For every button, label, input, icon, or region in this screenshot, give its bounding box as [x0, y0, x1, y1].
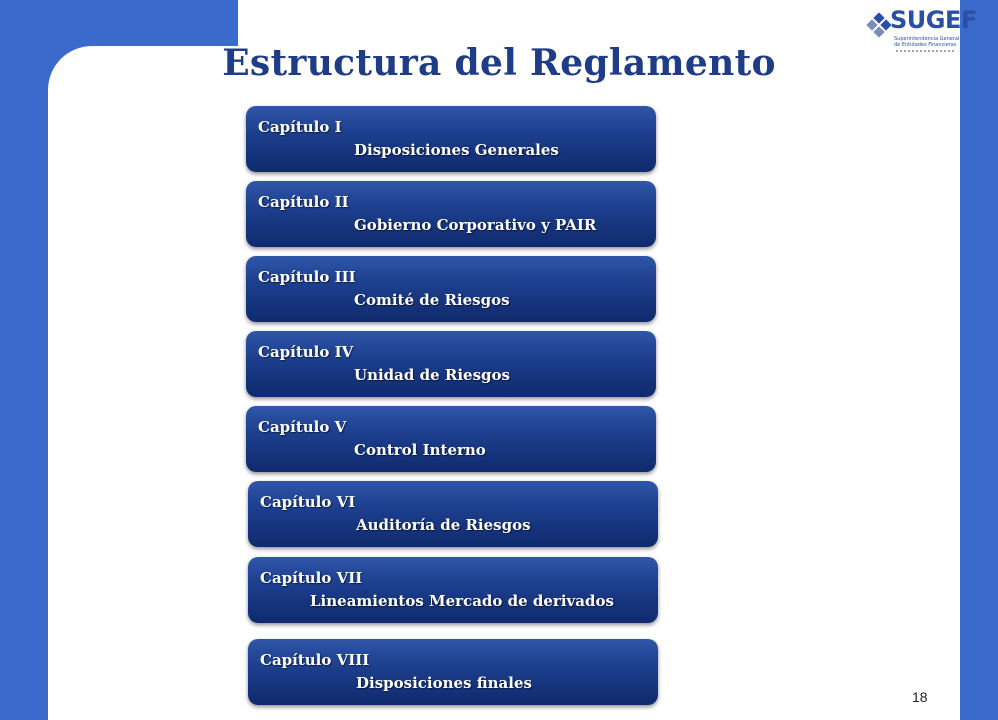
logo-subtitle-line2: de Entidades Financieras — [894, 42, 957, 48]
chapter-number: Capítulo II — [258, 193, 349, 211]
chapter-name: Gobierno Corporativo y PAIR — [354, 216, 597, 234]
chapter-box-2 — [246, 181, 656, 247]
page-number: 18 — [912, 689, 928, 705]
chapter-box-7 — [248, 557, 658, 623]
chapter-box-3 — [246, 256, 656, 322]
chapter-name: Disposiciones finales — [356, 674, 532, 692]
chapter-name: Disposiciones Generales — [354, 141, 559, 159]
chapter-number: Capítulo III — [258, 268, 356, 286]
chapter-number: Capítulo V — [258, 418, 347, 436]
chapter-name: Lineamientos Mercado de derivados — [310, 592, 614, 610]
chapter-box-4 — [246, 331, 656, 397]
chapter-number: Capítulo VIII — [260, 651, 370, 669]
logo-subtitle-line1: Superintendencia General — [894, 36, 960, 42]
chapter-number: Capítulo I — [258, 118, 342, 136]
chapter-number: Capítulo VI — [260, 493, 356, 511]
chapter-name: Unidad de Riesgos — [354, 366, 510, 384]
chapter-name: Comité de Riesgos — [354, 291, 510, 309]
chapter-number: Capítulo IV — [258, 343, 354, 361]
chapter-name: Auditoría de Riesgos — [356, 516, 531, 534]
chapter-box-6 — [248, 481, 658, 547]
slide-title: Estructura del Reglamento — [222, 42, 776, 84]
chapter-box-1 — [246, 106, 656, 172]
chapter-name: Control Interno — [354, 441, 486, 459]
chapter-box-5 — [246, 406, 656, 472]
chapter-box-8 — [248, 639, 658, 705]
logo-wordmark: SUGEF — [890, 6, 977, 34]
chapter-number: Capítulo VII — [260, 569, 363, 587]
